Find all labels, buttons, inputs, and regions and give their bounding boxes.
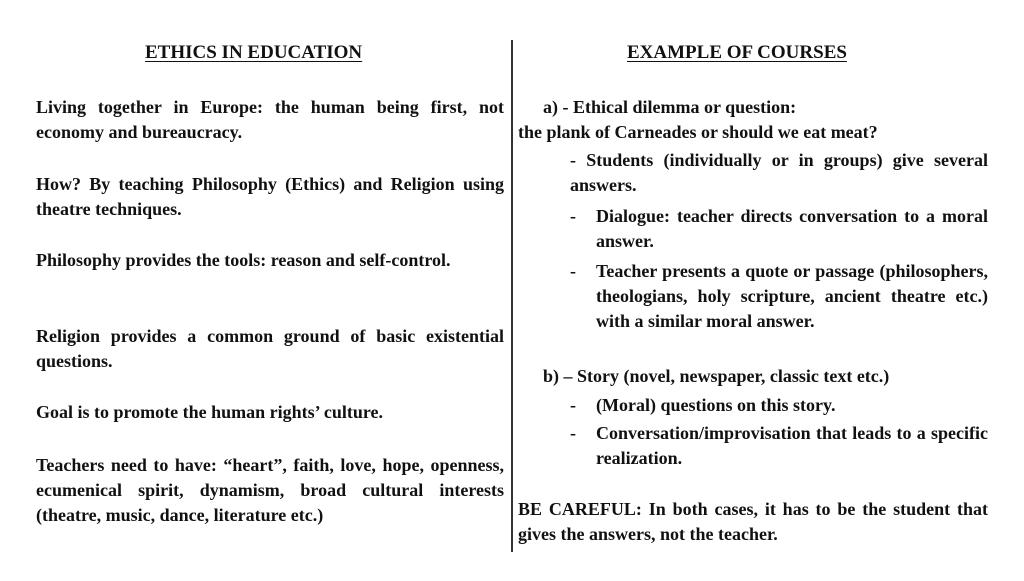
bullet-dash: - bbox=[570, 206, 576, 226]
bullet-dash: - bbox=[570, 395, 576, 415]
paragraph-how: How? By teaching Philosophy (Ethics) and Religion using theatre techniques. bbox=[36, 174, 504, 219]
item-a-bullet-teacher: Teacher presents a quote or passage (philosophers, theologians, holy scripture, ancient theatre etc.) with a similar moral answer. bbox=[596, 261, 988, 331]
courses-heading: EXAMPLE OF COURSES bbox=[627, 42, 847, 63]
paragraph-teachers: Teachers need to have: “heart”, faith, love, hope, openness, ecumenical spirit, dynamism, broad cultural interests (theatre, music, dance, literature etc.) bbox=[36, 455, 504, 525]
paragraph-religion: Religion provides a common ground of basic existential questions. bbox=[36, 326, 504, 371]
item-a-students: - Students (individually or in groups) give several answers. bbox=[570, 150, 988, 195]
item-b-title: b) – Story (novel, newspaper, classic text etc.) bbox=[543, 366, 890, 386]
column-divider bbox=[511, 40, 513, 552]
bullet-dash: - bbox=[570, 261, 576, 281]
paragraph-living-together: Living together in Europe: the human being first, not economy and bureaucracy. bbox=[36, 97, 504, 142]
item-b-bullet-questions: (Moral) questions on this story. bbox=[596, 395, 836, 415]
item-b-bullet-conversation: Conversation/improvisation that leads to a specific realization. bbox=[596, 423, 988, 468]
item-a-title: a) - Ethical dilemma or question: bbox=[543, 97, 797, 117]
bullet-dash: - bbox=[570, 423, 576, 443]
paragraph-goal: Goal is to promote the human rights’ culture. bbox=[36, 402, 383, 422]
item-a-subtitle: the plank of Carneades or should we eat meat? bbox=[518, 122, 878, 142]
paragraph-philosophy: Philosophy provides the tools: reason and self-control. bbox=[36, 250, 451, 270]
item-a-bullet-dialogue: Dialogue: teacher directs conversation to a moral answer. bbox=[596, 206, 988, 251]
ethics-heading: ETHICS IN EDUCATION bbox=[145, 42, 363, 63]
be-careful-note: BE CAREFUL: In both cases, it has to be the student that gives the answers, not the teacher. bbox=[518, 499, 988, 544]
